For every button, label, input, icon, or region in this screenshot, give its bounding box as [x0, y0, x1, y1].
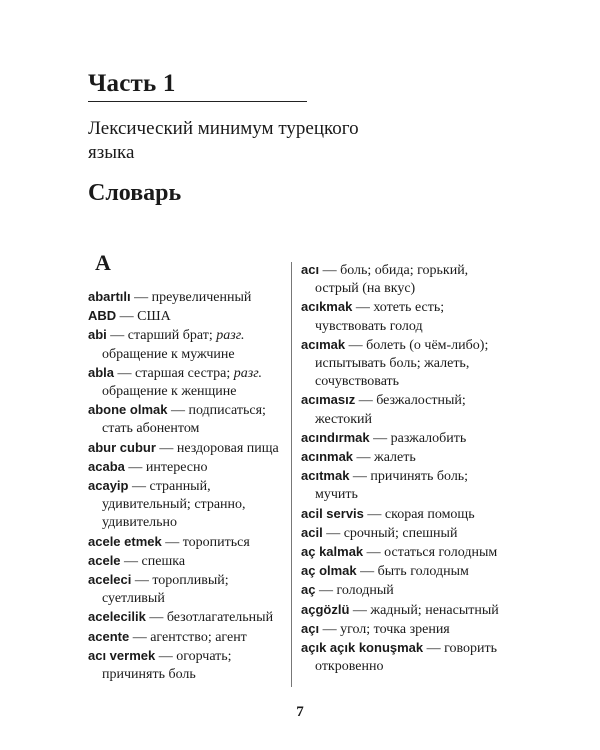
dictionary-entry: [301, 391, 513, 428]
dictionary-entry: [88, 458, 284, 477]
entry-dash: —: [119, 309, 134, 325]
entry-dash: —: [348, 337, 363, 353]
entry-definition: боль; обида; горький, острый (на вкус): [315, 263, 469, 297]
dictionary-entry: [88, 608, 284, 627]
dictionary-entry: [301, 505, 513, 524]
dictionary-entry: [301, 581, 513, 600]
entry-headword: abartılı: [88, 289, 131, 304]
entry-headword: acele etmek: [88, 533, 162, 549]
part-title: Часть 1: [88, 70, 176, 97]
entry-headword: acımak: [301, 336, 346, 352]
entry-headword: açgözlü: [301, 601, 350, 617]
entry-definition: остаться голодным: [384, 545, 498, 561]
title-rule: [88, 101, 307, 102]
entry-headword: acınmak: [301, 449, 354, 465]
entry-dash: —: [318, 583, 333, 599]
dictionary-entry: [88, 439, 284, 458]
entry-headword: açı: [301, 620, 320, 636]
entry-definition: говорить откровенно: [315, 641, 498, 675]
entry-definition: безжалостный; жестокий: [315, 393, 466, 427]
entry-dash: —: [131, 479, 146, 495]
entry-definition: голодный: [336, 583, 394, 599]
entry-dash: —: [149, 610, 164, 626]
entry-definition: торопливый; суетливый: [102, 573, 229, 607]
entry-dash: —: [367, 506, 382, 522]
dictionary-entry: [88, 533, 284, 552]
entry-definition: хотеть есть; чувствовать голод: [315, 300, 445, 334]
entry-definition: болеть (о чём-либо); испытывать боль; жалеть, сочувствовать: [315, 337, 489, 390]
dictionary-entry: [301, 448, 513, 467]
dictionary-entry: [88, 628, 284, 647]
entry-definition-continued: обращение к мужчине: [102, 346, 235, 362]
dictionary-entry: [301, 562, 513, 581]
entry-definition: угол; точка зрения: [340, 621, 450, 637]
entry-dash: —: [170, 403, 185, 419]
dictionary-entry: [301, 543, 513, 562]
entry-definition: срочный; спешный: [343, 525, 458, 541]
entry-dash: —: [356, 450, 371, 466]
entry-dash: —: [134, 290, 149, 305]
entry-headword: ABD: [88, 308, 117, 324]
entry-definition: жалеть: [374, 450, 416, 466]
entry-headword: acil: [301, 524, 323, 540]
entry-headword: acımasız: [301, 392, 356, 408]
dictionary-entry: [301, 620, 513, 639]
entry-dash: —: [358, 393, 373, 409]
entry-dash: —: [128, 459, 143, 475]
entry-definition: безотлагательный: [166, 610, 274, 626]
entry-dash: —: [355, 300, 370, 316]
entry-headword: acı: [301, 262, 320, 277]
entry-headword: acı vermek: [88, 647, 156, 663]
entry-usage-note: разг.: [216, 328, 245, 344]
entry-headword: acıtmak: [301, 468, 350, 484]
entry-definition-continued: обращение к женщине: [102, 384, 237, 400]
dictionary-entry: [301, 467, 513, 504]
entry-dash: —: [117, 365, 132, 381]
dictionary-entry: [88, 647, 284, 684]
entry-definition: США: [137, 309, 171, 325]
dictionary-entry: [301, 601, 513, 620]
page-number: 7: [296, 704, 304, 720]
dictionary-entry: [301, 298, 513, 335]
entry-dash: —: [373, 430, 388, 446]
section-title: Словарь: [88, 180, 182, 206]
column-divider: [291, 262, 292, 687]
entry-headword: aç: [301, 582, 316, 598]
entry-definition: подписаться; стать абонентом: [102, 403, 266, 437]
entry-usage-note: разг.: [233, 365, 262, 381]
entry-headword: aceleci: [88, 572, 132, 588]
entry-definition: причинять боль; мучить: [315, 469, 469, 503]
entry-dash: —: [326, 525, 341, 541]
entry-dash: —: [322, 263, 337, 278]
entry-dash: —: [426, 641, 441, 657]
dictionary-entry: [88, 364, 284, 401]
entry-definition: огорчать; причинять боль: [102, 648, 232, 683]
entry-headword: acente: [88, 628, 130, 644]
entry-headword: açık açık konuşmak: [301, 640, 424, 656]
entry-headword: aç olmak: [301, 563, 357, 579]
entry-definition: странный, удивительный; странно, удивительно: [102, 479, 246, 531]
entry-dash: —: [366, 545, 381, 561]
entry-dash: —: [124, 553, 139, 569]
entry-definition: торопиться: [182, 534, 250, 550]
entry-dash: —: [165, 534, 180, 550]
entry-definition: быть голодным: [377, 564, 469, 580]
entry-definition: нездоровая пища: [176, 440, 279, 456]
entry-headword: acil servis: [301, 505, 364, 521]
entry-headword: abone olmak: [88, 402, 168, 418]
entry-headword: acayip: [88, 478, 129, 494]
part-subtitle: Лексический минимум турецкого языка: [88, 118, 359, 163]
entry-definition: скорая помощь: [384, 506, 475, 522]
dictionary-entry: [88, 326, 284, 363]
dictionary-entry: [301, 639, 513, 676]
entry-definition: старшая сестра;: [135, 365, 231, 381]
letter-heading: A: [95, 250, 111, 275]
entry-headword: abla: [88, 364, 115, 380]
dictionary-entry: [301, 336, 513, 392]
dictionary-entry: [301, 429, 513, 448]
entry-dash: —: [159, 440, 174, 456]
dictionary-entry: [88, 477, 284, 533]
entry-dash: —: [132, 629, 147, 645]
dictionary-entry: [88, 401, 284, 438]
entry-headword: acıkmak: [301, 299, 353, 315]
entry-dash: —: [352, 602, 367, 618]
right-column: [301, 261, 513, 676]
dictionary-entry: [88, 552, 284, 571]
entry-definition: агентство; агент: [150, 629, 247, 645]
entry-dash: —: [360, 564, 375, 580]
entry-definition: разжалобить: [390, 430, 467, 446]
entry-dash: —: [110, 328, 125, 344]
entry-headword: aç kalmak: [301, 544, 364, 560]
entry-headword: abur cubur: [88, 439, 156, 455]
entry-dash: —: [352, 469, 367, 485]
entry-definition: жадный; ненасытный: [370, 602, 499, 618]
entry-headword: acındırmak: [301, 429, 370, 445]
entry-headword: acaba: [88, 458, 125, 474]
entry-dash: —: [158, 648, 173, 664]
dictionary-entry: [88, 307, 284, 326]
entry-dash: —: [322, 621, 337, 637]
left-column: [88, 288, 284, 684]
dictionary-entry: [301, 261, 513, 298]
entry-dash: —: [134, 573, 149, 589]
dictionary-entry: [301, 524, 513, 543]
entry-headword: abi: [88, 327, 107, 343]
entry-definition: старший брат;: [127, 328, 213, 344]
entry-headword: acele: [88, 552, 121, 568]
dictionary-entry: [88, 288, 284, 307]
dictionary-entry: [88, 571, 284, 608]
entry-definition: спешка: [141, 553, 186, 569]
entry-definition: преувеличенный: [151, 290, 252, 305]
entry-definition: интересно: [145, 459, 208, 475]
entry-headword: acelecilik: [88, 609, 146, 625]
